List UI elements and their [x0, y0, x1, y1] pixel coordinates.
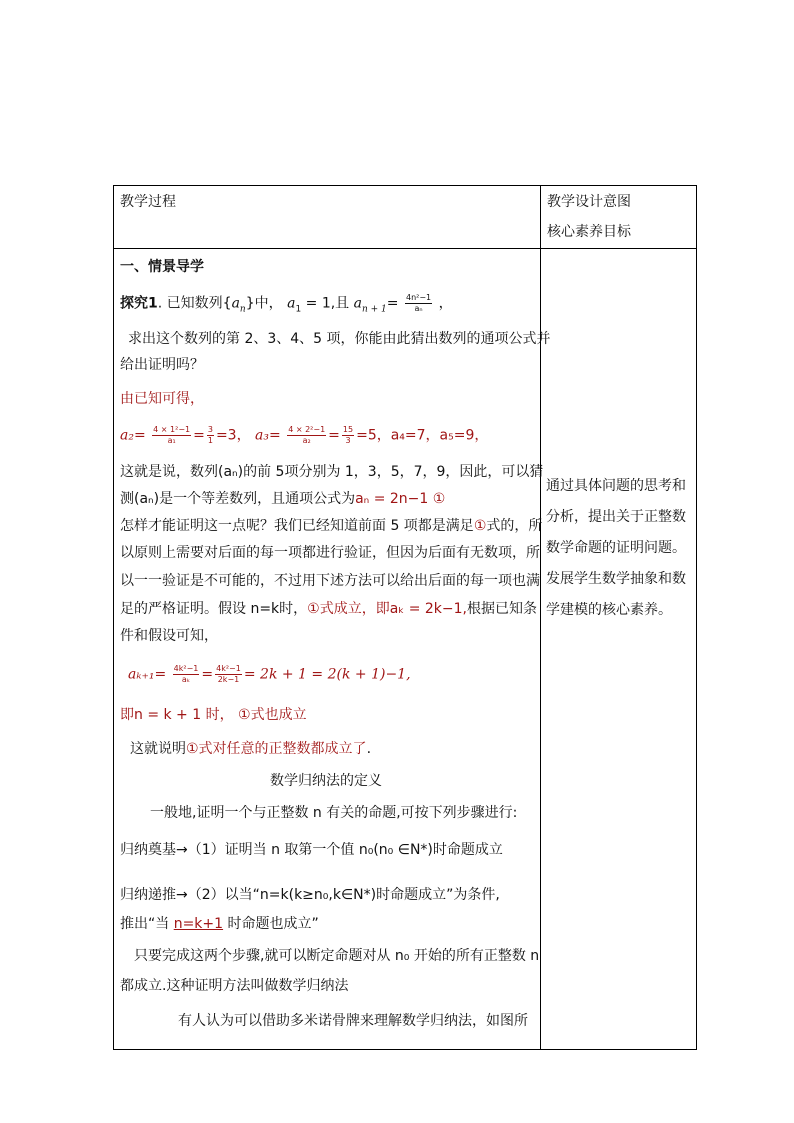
ak1-n2: 4k²−1 — [216, 664, 241, 673]
calc-a2-frac — [152, 425, 191, 446]
header-right-line1: 教学设计意图 — [547, 194, 631, 210]
conclusion-line2: 都成立.这种证明方法叫做数学归纳法 — [120, 978, 349, 994]
proof-line4c: 根据已知条 — [467, 601, 537, 617]
explore-tail: ， — [438, 295, 453, 312]
question-line1: 求出这个数列的第 2、3、4、5 项，你能由此猜出数列的通项公式并 — [128, 331, 551, 347]
ak1-rest: 2k + 1 = 2(k + 1)−1, — [260, 666, 411, 683]
definition-line1: 一般地,证明一个与正整数 n 有关的命题,可按下列步骤进行: — [150, 805, 518, 821]
proof-line1a: 怎样才能证明这一点呢？我们已经知道前面 5 项都是满足 — [120, 518, 474, 534]
explore-an1-sub: n + 1 — [362, 304, 387, 315]
proof-line4b: ①式成立，即aₖ = 2k−1, — [307, 601, 467, 617]
section-title: 一、情景导学 — [120, 259, 204, 275]
calc-line: a₂= $\frac{\text{4 × 1²−1}}{\text{a₁}}$ = $\frac{3}{1}$ =3， a₃= $\frac{\text{4 × 2²−1}}{\text{a₂}}$ = $\frac{15}{3}$ =5，a₄=7，a₅=9， — [120, 425, 489, 445]
proof-line5: 件和假设可知， — [120, 628, 218, 644]
calc-a3-res: =5，a₄=7，a₅=9， — [356, 427, 489, 444]
domino-line: 有人认为可以借助多米诺骨牌来理解数学归纳法，如图所 — [178, 1013, 528, 1029]
ak1-label: aₖ₊₁= — [128, 666, 167, 683]
ak1-n1: 4k²−1 — [173, 664, 199, 673]
step3a: 推出“当 — [120, 916, 174, 932]
calc-a2-mid-den: 1 — [207, 436, 213, 445]
step3b: n=k+1 — [173, 916, 224, 932]
thus-a: 这就说明 — [130, 741, 186, 757]
known-line: 由已知可得， — [120, 391, 204, 407]
header-left: 教学过程 — [120, 194, 176, 210]
calc-a3-mid — [342, 425, 354, 446]
calc-a3-den: a₂ — [287, 435, 326, 446]
proof-line3: 以一一验证是不可能的，不过用下述方法可以给出后面的每一项也满 — [120, 573, 540, 589]
explore-seq: a — [231, 295, 240, 312]
calc-a3-frac — [287, 425, 326, 446]
step2-line: 归纳递推→（2）以当“n=k(k≥n₀,k∈N*)时命题成立”为条件, — [120, 887, 500, 903]
definition-title: 数学归纳法的定义 — [270, 773, 382, 789]
explore-text2: }中， — [245, 295, 283, 312]
step3c: 时命题也成立” — [223, 916, 319, 932]
explore-eq1: = 1,且 — [305, 295, 350, 312]
explore-eq2: = — [386, 295, 399, 312]
say-line2a: 测(aₙ)是一个等差数列，且通项公式为 — [120, 491, 356, 507]
calc-a3-num: 4 × 2²−1 — [288, 425, 326, 434]
explore-a1-sub: 1 — [295, 304, 302, 315]
say-line2 — [120, 489, 445, 509]
proof-line2: 以原则上需要对后面的每一项都进行验证，但因为后面有无数项，所 — [120, 545, 540, 561]
conclusion-line1: 只要完成这两个步骤,就可以断定命题对从 n₀ 开始的所有正整数 n — [134, 948, 540, 964]
proof-line4a: 足的严格证明。假设 n=k时， — [120, 601, 308, 617]
calc-a2-num: 4 × 1²−1 — [153, 425, 191, 434]
thus-b: ①式对任意的正整数都成立了 — [186, 741, 367, 757]
ak1-line: aₖ₊₁= $\frac{\text{4k²−1}}{\text{aₖ}}$ = $\frac{\text{4k²−1}}{2k-1}$ = 2k + 1 = 2(k + 1)−1, — [128, 664, 411, 684]
say-line1: 这就是说，数列(aₙ)的前 5项分别为 1，3，5，7，9，因此，可以猜 — [120, 464, 544, 480]
column-divider — [540, 186, 541, 1049]
design-intent-note: 通过具体问题的思考和分析，提出关于正整数数学命题的证明问题。发展学生数学抽象和数学建模的核心素养。 — [546, 478, 686, 618]
explore-frac-den: aₙ — [405, 303, 432, 314]
calc-a2-label: a₂= — [120, 427, 146, 444]
step1-line: 归纳奠基→（1）证明当 n 取第一个值 n₀(n₀ ∈N*)时命题成立 — [120, 842, 503, 858]
say-line2b: aₙ = 2n−1 ① — [355, 491, 446, 507]
calc-a2-res: =3， — [215, 427, 251, 444]
ak1-d1: aₖ — [173, 674, 200, 685]
thus-line — [130, 739, 371, 759]
ak1-d2: 2k−1 — [215, 674, 242, 685]
proof-line1c: 式的，所 — [486, 518, 543, 534]
explore-an1: a — [353, 295, 362, 312]
lesson-table — [113, 185, 697, 1050]
calc-a2-mid-num: 3 — [207, 425, 213, 434]
calc-a2-den: a₁ — [152, 435, 191, 446]
calc-a2-mid — [207, 425, 214, 446]
step3-line — [120, 914, 319, 934]
explore-frac-num: 4n²−1 — [405, 293, 432, 302]
ak1-frac1 — [173, 664, 200, 685]
ak1-frac2 — [215, 664, 242, 685]
explore-text1: . 已知数列{ — [157, 295, 232, 312]
calc-a3-label: a₃= — [255, 427, 281, 444]
header-right-line2: 核心素养目标 — [547, 224, 631, 240]
explore-seq-sub: n — [239, 304, 246, 315]
proof-line1b: ① — [473, 518, 487, 534]
proof-line4 — [120, 599, 537, 619]
thus-c: . — [366, 741, 372, 757]
question-line2: 给出证明吗？ — [120, 357, 204, 373]
explore-line — [120, 293, 453, 319]
explore-fraction — [405, 293, 432, 314]
explore-label: 探究1 — [120, 295, 158, 312]
explore-a1: a — [287, 295, 296, 312]
calc-a3-mid-den: 3 — [342, 435, 354, 446]
proof-line1 — [120, 516, 542, 536]
then-line: 即n = k + 1 时， ①式也成立 — [120, 707, 307, 723]
left-content — [120, 249, 551, 1049]
calc-a3-mid-num: 15 — [342, 425, 354, 434]
